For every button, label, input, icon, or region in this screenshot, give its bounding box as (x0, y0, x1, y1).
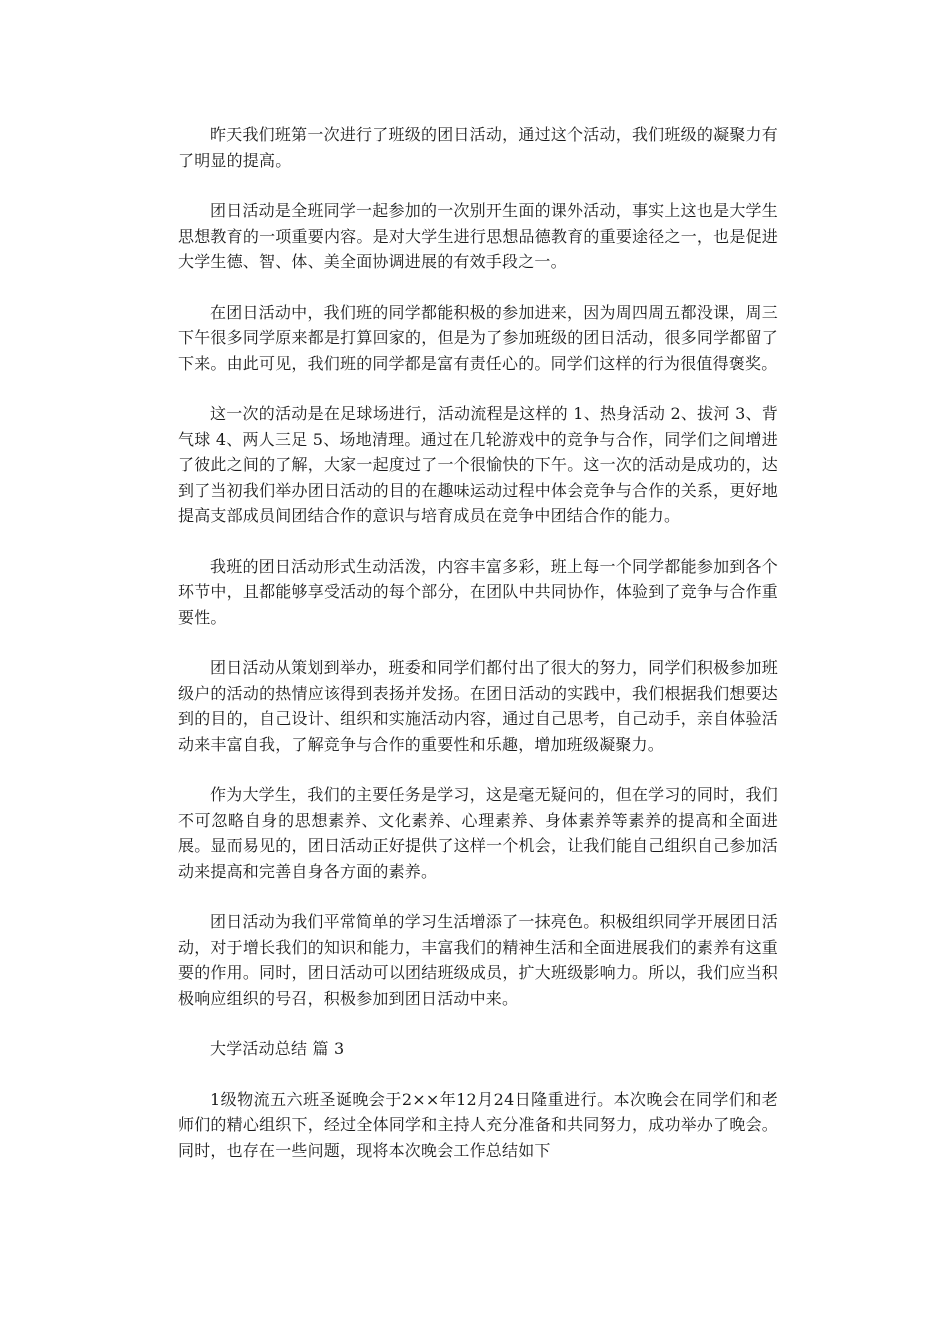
paragraph-3: 在团日活动中，我们班的同学都能积极的参加进来，因为周四周五都没课，周三下午很多同学原来都是打算回家的，但是为了参加班级的团日活动，很多同学都留了下来。由此可见，我们班的同学都是富有责任心的。同学们这样的行为很值得褒奖。 (178, 302, 778, 373)
section-heading: 大学活动总结 篇 3 (210, 1039, 345, 1058)
paragraph-5: 我班的团日活动形式生动活泼，内容丰富多彩，班上每一个同学都能参加到各个环节中，且都能够享受活动的每个部分，在团队中共同协作，体验到了竞争与合作重要性。 (178, 556, 778, 627)
paragraph-1: 昨天我们班第一次进行了班级的团日活动，通过这个活动，我们班级的凝聚力有了明显的提高。 (178, 125, 778, 170)
closing-paragraph: 1级物流五六班圣诞晚会于2××年12月24日隆重进行。本次晚会在同学们和老师们的精心组织下，经过全体同学和主持人充分准备和共同努力，成功举办了晚会。同时，也存在一些问题，现将本次晚会工作总结如下 (178, 1089, 778, 1160)
paragraph-8: 团日活动为我们平常简单的学习生活增添了一抹亮色。积极组织同学开展团日活动，对于增长我们的知识和能力，丰富我们的精神生活和全面进展我们的素养有这重要的作用。同时，团日活动可以团结班级成员，扩大班级影响力。所以，我们应当积极响应组织的号召，积极参加到团日活动中来。 (178, 912, 778, 1008)
paragraph-2: 团日活动是全班同学一起参加的一次别开生面的课外活动，事实上这也是大学生思想教育的一项重要内容。是对大学生进行思想品德教育的重要途径之一，也是促进大学生德、智、体、美全面协调进展的有效手段之一。 (178, 201, 778, 271)
paragraph-4: 这一次的活动是在足球场进行，活动流程是这样的 1、热身活动 2、拔河 3、背气球 4、两人三足 5、场地清理。通过在几轮游戏中的竞争与合作，同学们之间增进了彼此之间的了解，大家一起度过了一个很愉快的下午。这一次的活动是成功的，达到了当初我们举办团日活动的目的在趣味运动过程中体会竞争与合作的关系，更好地提高支部成员间团结合作的意识与培育成员在竞争中团结合作的能力。 (178, 404, 778, 525)
document-body (178, 122, 778, 1188)
paragraph-6: 团日活动从策划到举办，班委和同学们都付出了很大的努力，同学们积极参加班级户的活动的热情应该得到表扬并发扬。在团日活动的实践中，我们根据我们想要达到的目的，自己设计、组织和实施活动内容，通过自己思考，自己动手，亲自体验活动来丰富自我，了解竞争与合作的重要性和乐趣，增加班级凝聚力。 (178, 658, 778, 754)
paragraph-7: 作为大学生，我们的主要任务是学习，这是毫无疑问的，但在学习的同时，我们不可忽略自身的思想素养、文化素养、心理素养、身体素养等素养的提高和全面进展。显而易见的，团日活动正好提供了这样一个机会，让我们能自己组织自己参加活动来提高和完善自身各方面的素养。 (178, 785, 778, 881)
